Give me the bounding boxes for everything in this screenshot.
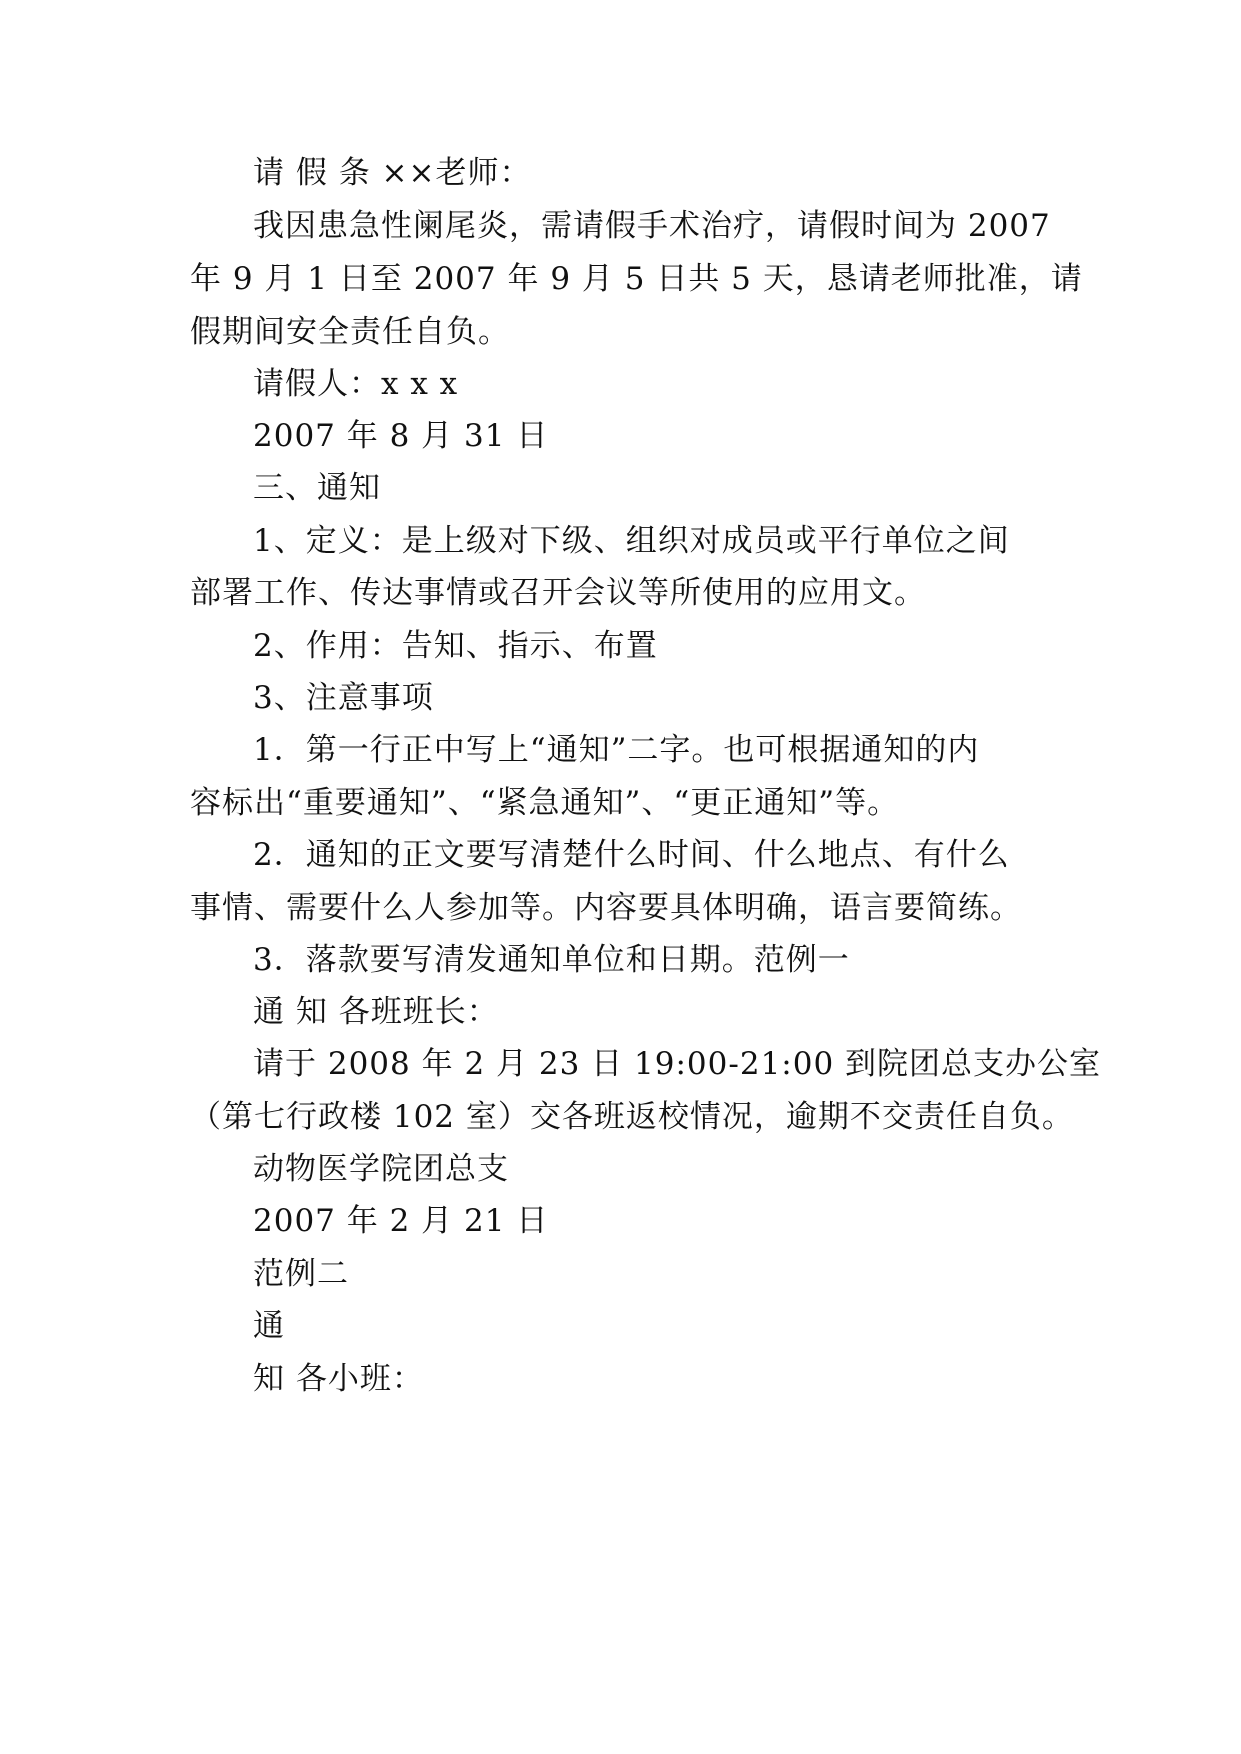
example-1-body-line-1: 请于 2008 年 2 月 23 日 19:00-21:00 到院团总支办公室 — [253, 1046, 1102, 1082]
notice-note-2-line-2: 事情、需要什么人参加等。内容要具体明确，语言要简练。 — [190, 890, 1022, 926]
notice-section-heading: 三、通知 — [253, 470, 381, 506]
notice-note-1-line-2: 容标出“重要通知”、“紧急通知”、“更正通知”等。 — [190, 785, 900, 821]
leave-note-body-line-2: 年 9 月 1 日至 2007 年 9 月 5 日共 5 天，恳请老师批准，请 — [190, 261, 1083, 297]
example-1-body-line-2: （第七行政楼 102 室）交各班返校情况，逾期不交责任自负。 — [190, 1099, 1074, 1135]
example-1-signer: 动物医学院团总支 — [253, 1151, 509, 1187]
notice-function: 2、作用：告知、指示、布置 — [253, 628, 658, 664]
notice-note-2-line-1: 2．通知的正文要写清楚什么时间、什么地点、有什么 — [253, 837, 1010, 873]
example-2-title-and-recipient: 知 各小班： — [253, 1361, 424, 1397]
example-2-title-char-1: 通 — [253, 1308, 285, 1344]
notice-notes-heading: 3、注意事项 — [253, 680, 434, 716]
notice-definition-line-2: 部署工作、传达事情或召开会议等所使用的应用文。 — [190, 575, 926, 611]
notice-note-1-line-1: 1．第一行正中写上“通知”二字。也可根据通知的内 — [253, 732, 980, 768]
leave-note-body-line-3: 假期间安全责任自负。 — [190, 314, 510, 350]
leave-note-applicant: 请假人：x x x — [253, 366, 459, 402]
leave-note-heading: 请 假 条 ××老师： — [253, 155, 532, 191]
example-1-heading: 通 知 各班班长： — [253, 994, 499, 1030]
notice-note-3: 3．落款要写清发通知单位和日期。范例一 — [253, 942, 850, 978]
example-1-date: 2007 年 2 月 21 日 — [253, 1203, 549, 1239]
leave-note-body-line-1: 我因患急性阑尾炎，需请假手术治疗，请假时间为 2007 — [253, 208, 1051, 244]
notice-definition-line-1: 1、定义：是上级对下级、组织对成员或平行单位之间 — [253, 523, 1010, 559]
example-2-label: 范例二 — [253, 1256, 349, 1292]
leave-note-date: 2007 年 8 月 31 日 — [253, 418, 549, 454]
